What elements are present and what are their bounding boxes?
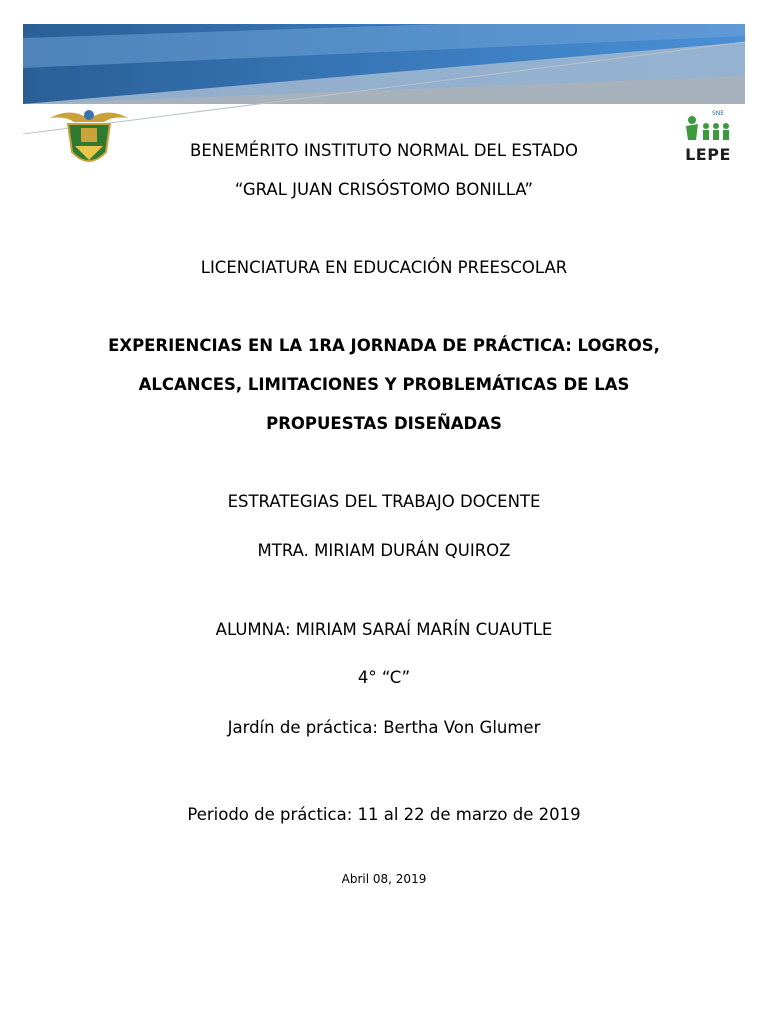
degree-title: LICENCIATURA EN EDUCACIÓN PREESCOLAR [200, 258, 568, 277]
header-banner [23, 24, 745, 134]
group-label: 4° “C” [357, 668, 411, 687]
institution-line2: “GRAL JUAN CRISÓSTOMO BONILLA” [234, 180, 534, 199]
institution-seal-icon [48, 106, 130, 172]
document-title-line2: ALCANCES, LIMITACIONES Y PROBLEMÁTICAS DE LAS [138, 375, 630, 394]
document-title-line1: EXPERIENCIAS EN LA 1RA JORNADA DE PRÁCTICA: LOGROS, [108, 336, 660, 355]
document-date: Abril 08, 2019 [341, 872, 427, 886]
lepe-logo-text: LEPE [685, 145, 731, 164]
practice-period: Periodo de práctica: 11 al 22 de marzo de 2019 [187, 805, 581, 824]
teacher-name: MTRA. MIRIAM DURÁN QUIROZ [257, 541, 511, 560]
institution-line1: BENEMÉRITO INSTITUTO NORMAL DEL ESTADO [190, 141, 578, 160]
course-name: ESTRATEGIAS DEL TRABAJO DOCENTE [227, 492, 541, 511]
people-figures-icon [676, 106, 740, 146]
practice-school: Jardín de práctica: Bertha Von Glumer [227, 718, 541, 737]
document-title-line3: PROPUESTAS DISEÑADAS [266, 414, 502, 433]
student-name: ALUMNA: MIRIAM SARAÍ MARÍN CUAUTLE [215, 620, 553, 639]
svg-text:SNE: SNE [712, 110, 725, 117]
